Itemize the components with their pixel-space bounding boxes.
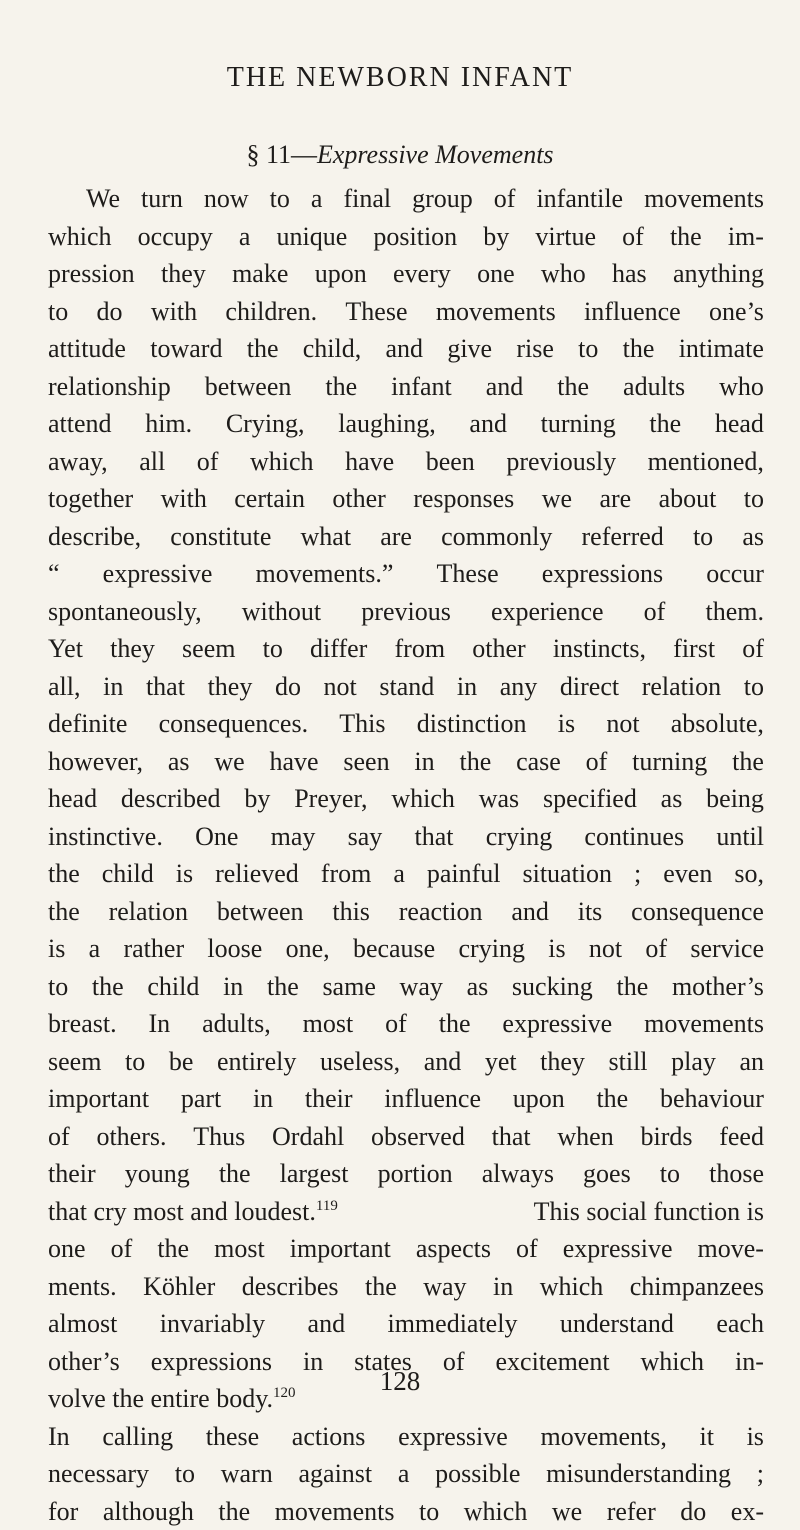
text-line: for although the movements to which we refer do ex-: [48, 1493, 764, 1530]
line-segment: volve the entire body.$^{120}$: [48, 1380, 296, 1418]
text-line: to the child in the same way as sucking the mother’s: [48, 968, 764, 1006]
text-line: together with certain other responses we are about to: [48, 480, 764, 518]
text-line: away, all of which have been previously mentioned,: [48, 443, 764, 481]
text-line: their young the largest portion always goes to those: [48, 1155, 764, 1193]
text-line: describe, constitute what are commonly referred to as: [48, 518, 764, 556]
line-segment: that cry most and loudest.$^{119}$: [48, 1193, 338, 1231]
page-number: 128: [0, 1366, 800, 1397]
text-line: spontaneously, without previous experience of them.: [48, 593, 764, 631]
text-line: to do with children. These movements influence one’s: [48, 293, 764, 331]
paragraph-1: [48, 180, 764, 1193]
text-line: breast. In adults, most of the expressive movements: [48, 1005, 764, 1043]
text-line: the child is relieved from a painful situation ; even so,: [48, 855, 764, 893]
text-line: attend him. Crying, laughing, and turning the head: [48, 405, 764, 443]
section-title: Expressive Movements: [317, 140, 554, 169]
text-line: necessary to warn against a possible misunderstanding ;: [48, 1455, 764, 1493]
text-line: relationship between the infant and the adults who: [48, 368, 764, 406]
text-line: the relation between this reaction and its consequence: [48, 893, 764, 931]
section-heading: [0, 140, 800, 170]
text-line: ments. Köhler describes the way in which chimpanzees: [48, 1268, 764, 1306]
text-line: pression they make upon every one who has anything: [48, 255, 764, 293]
body-text: [48, 180, 764, 1530]
text-line: one of the most important aspects of expressive move-: [48, 1230, 764, 1268]
text-line: which occupy a unique position by virtue of the im-: [48, 218, 764, 256]
section-number: § 11—: [246, 140, 317, 169]
text-line-with-footnote-119: [48, 1193, 764, 1231]
text-line: however, as we have seen in the case of turning the: [48, 743, 764, 781]
text-line: In calling these actions expressive movements, it is: [48, 1418, 764, 1456]
running-head: THE NEWBORN INFANT: [0, 62, 800, 94]
line-segment: This social function is: [534, 1193, 764, 1231]
text-line: almost invariably and immediately understand each: [48, 1305, 764, 1343]
text-line: definite consequences. This distinction is not absolute,: [48, 705, 764, 743]
text-line: all, in that they do not stand in any direct relation to: [48, 668, 764, 706]
text-line: of others. Thus Ordahl observed that when birds feed: [48, 1118, 764, 1156]
text-line: important part in their influence upon the behaviour: [48, 1080, 764, 1118]
text-line: head described by Preyer, which was specified as being: [48, 780, 764, 818]
text-line: other’s expressions in states of excitement which in-: [48, 1343, 764, 1381]
text-line: is a rather loose one, because crying is not of service: [48, 930, 764, 968]
text-line: seem to be entirely useless, and yet they still play an: [48, 1043, 764, 1081]
footnote-ref-120: 120: [273, 1385, 296, 1401]
text-line: “ expressive movements.” These expressions occur: [48, 555, 764, 593]
text-line: We turn now to a final group of infantile movements: [48, 180, 764, 218]
footnote-ref-119: 119: [316, 1198, 338, 1214]
text-line: Yet they seem to differ from other instincts, first of: [48, 630, 764, 668]
text-line: instinctive. One may say that crying continues until: [48, 818, 764, 856]
paragraph-2: [48, 1418, 764, 1530]
text-line: attitude toward the child, and give rise to the intimate: [48, 330, 764, 368]
paragraph-1-continued: [48, 1230, 764, 1380]
